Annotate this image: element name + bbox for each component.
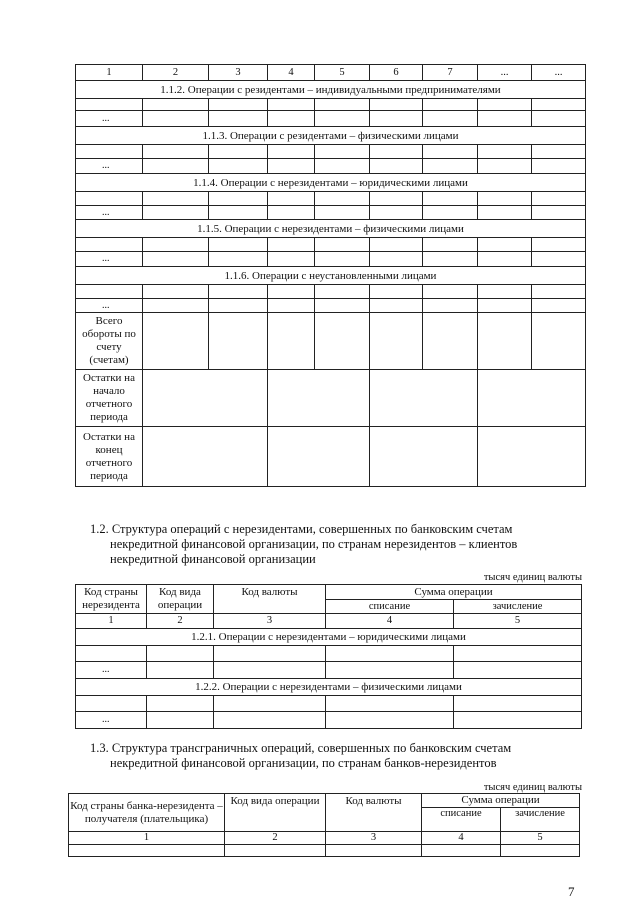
- column-header-currency: Код валюты: [326, 794, 422, 832]
- column-number: 3: [209, 65, 268, 81]
- table-row: [76, 712, 582, 729]
- ellipsis-cell: ...: [76, 662, 147, 679]
- table-row: [76, 99, 586, 111]
- column-header-credit: зачисление: [454, 600, 582, 614]
- table-row: [76, 696, 582, 712]
- column-header-operation-type: Код вида операции: [147, 585, 214, 614]
- totals-label: Всего обороты по счету (счетам): [76, 313, 143, 370]
- table-row: [76, 192, 586, 206]
- section-title: 1.1.3. Операции с резидентами – физическими лицами: [76, 127, 586, 145]
- table-row: [76, 662, 582, 679]
- column-number: 1: [76, 65, 143, 81]
- table-row: [76, 159, 586, 174]
- section-title: 1.2.2. Операции с нерезидентами – физическими лицами: [76, 679, 582, 696]
- column-header-debit: списание: [326, 600, 454, 614]
- ellipsis-cell: ...: [76, 206, 143, 220]
- column-header-operation-type: Код вида операции: [225, 794, 326, 832]
- section-title: 1.1.2. Операции с резидентами – индивидуальными предпринимателями: [76, 81, 586, 99]
- column-number: 6: [370, 65, 423, 81]
- ellipsis-cell: ...: [76, 111, 143, 127]
- opening-balance-row: [76, 370, 586, 427]
- ellipsis-cell: ...: [76, 712, 147, 729]
- table-row: [76, 206, 586, 220]
- column-header-debit: списание: [422, 808, 501, 832]
- column-header-sum: Сумма операции: [326, 585, 582, 600]
- section-1-3-heading: 1.3. Структура трансграничных операций, совершенных по банковским счетам некредитной финансовой организации, по странам банков-нерезидентов: [90, 741, 512, 770]
- section-1-2-heading: 1.2. Структура операций с нерезидентами, совершенных по банковским счетам некредитной финансовой организации, по странам нерезидентов – клиентов некредитной финансовой организации: [90, 522, 518, 566]
- column-header-country: Код страны нерезидента: [76, 585, 147, 614]
- ellipsis-cell: ...: [76, 299, 143, 313]
- opening-balance-label: Остатки на начало отчетного периода: [76, 370, 143, 427]
- totals-row: [76, 313, 586, 370]
- unit-label: тысяч единиц валюты: [483, 572, 582, 583]
- column-number: 4: [422, 832, 501, 845]
- column-number: 5: [454, 614, 582, 629]
- column-number: 7: [423, 65, 478, 81]
- column-number: 4: [326, 614, 454, 629]
- column-number: 1: [76, 614, 147, 629]
- section-title: 1.1.4. Операции с нерезидентами – юридическими лицами: [76, 174, 586, 192]
- column-number: 1: [69, 832, 225, 845]
- nonresident-operations-table: [75, 584, 582, 729]
- table-row: [69, 845, 580, 857]
- section-title: 1.2.1. Операции с нерезидентами – юридическими лицами: [76, 629, 582, 646]
- column-number: 5: [315, 65, 370, 81]
- crossborder-operations-table: [68, 793, 580, 857]
- table-row: [76, 252, 586, 267]
- table-row: [76, 111, 586, 127]
- table-row: [76, 285, 586, 299]
- column-number: ...: [532, 65, 586, 81]
- section-title: 1.1.6. Операции с неустановленными лицами: [76, 267, 586, 285]
- column-header-currency: Код валюты: [214, 585, 326, 614]
- ellipsis-cell: ...: [76, 252, 143, 267]
- column-number: 2: [143, 65, 209, 81]
- column-number: 4: [268, 65, 315, 81]
- column-number: 3: [214, 614, 326, 629]
- column-number: 3: [326, 832, 422, 845]
- column-number: ...: [478, 65, 532, 81]
- table-row: [76, 238, 586, 252]
- section-title: 1.1.5. Операции с нерезидентами – физическими лицами: [76, 220, 586, 238]
- closing-balance-label: Остатки на конец отчетного периода: [76, 427, 143, 487]
- column-number: 2: [147, 614, 214, 629]
- closing-balance-row: [76, 427, 586, 487]
- table-row: [76, 299, 586, 313]
- column-header-credit: зачисление: [501, 808, 580, 832]
- page-number: 7: [568, 884, 575, 899]
- table-row: [76, 145, 586, 159]
- column-header-country: Код страны банка-нерезидента – получателя (плательщика): [69, 794, 225, 832]
- ellipsis-cell: ...: [76, 159, 143, 174]
- table-row: [76, 646, 582, 662]
- unit-label: тысяч единиц валюты: [483, 782, 582, 793]
- operations-table: [75, 64, 586, 487]
- column-header-sum: Сумма операции: [422, 794, 580, 808]
- column-number: 2: [225, 832, 326, 845]
- column-number: 5: [501, 832, 580, 845]
